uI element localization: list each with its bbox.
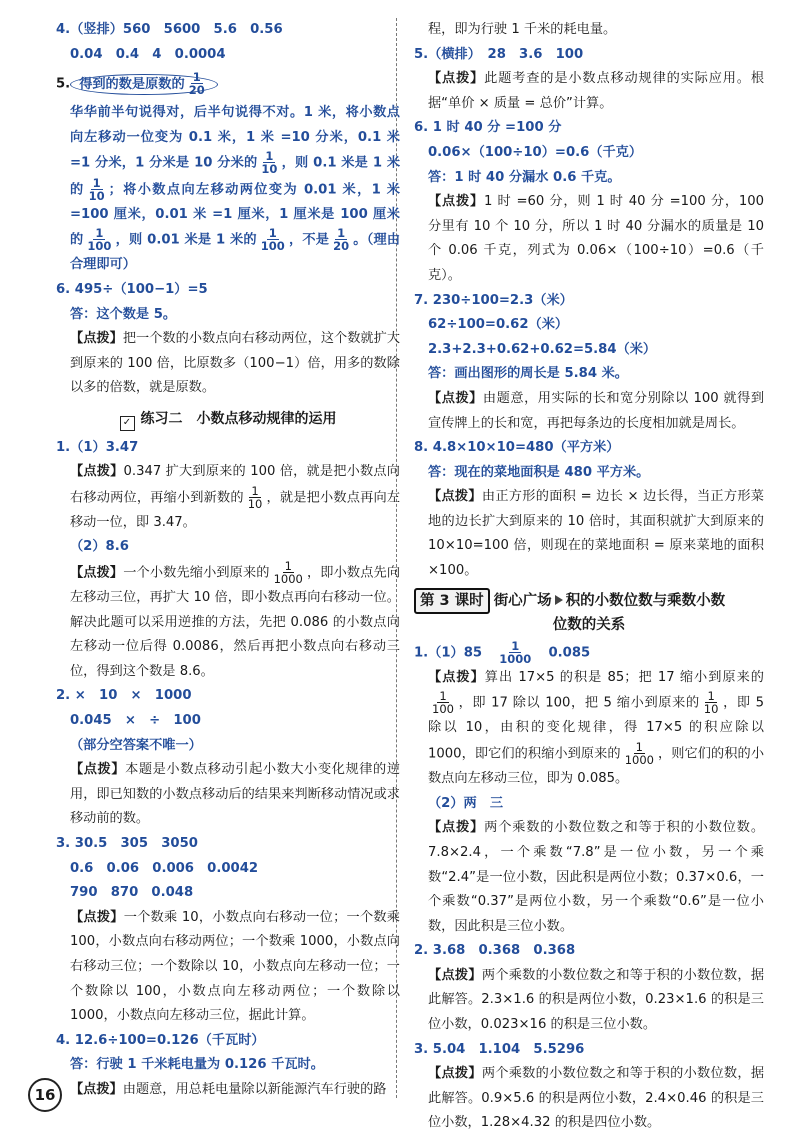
fraction: $\frac{1}{20}$ — [188, 70, 205, 98]
tip-4: 【点拨】由题意，用总耗电量除以新能源汽车行驶的路 — [70, 1081, 387, 1097]
lesson-tip-1-1: 【点拨】算出 17×5 的积是 85；把 17 缩小到原来的 $\frac{1}{100}$ ，即 17 除以 100，把 5 缩小到原来的 $\frac{1}{10}$ ，即 5 除以 10，由积的变化规律，得 17×5 的积应除以 1000，即它们的积缩小到原来的 $\frac{1}{1000}$ ，则它们的积的小数点向左移动三位，即为 0.085。 — [428, 669, 765, 787]
fraction: $\frac{1}{100}$ — [432, 689, 454, 717]
page-number: 16 — [28, 1078, 62, 1112]
lesson-ex-3: 3. 5.04 1.104 5.5296 — [414, 1041, 585, 1057]
lesson-title-line2: 位数的关系 — [552, 616, 626, 633]
fraction: $\frac{1}{20}$ — [333, 226, 350, 254]
fraction: $\frac{1}{1000}$ — [273, 558, 303, 586]
ex-1-2: （2）8.6 — [70, 539, 129, 555]
ex-6-line2: 0.06×（100÷10）=0.6（千克） — [428, 144, 643, 160]
lesson-ex-1-1: 1.（1）85 $\frac{1}{1000}$ 0.085 — [414, 638, 591, 666]
ex-8: 8. 4.8×10×10=480（平方米） — [414, 440, 620, 456]
answer-5: 5. 得到的数是原数的 $\frac{1}{20}$ — [56, 71, 400, 97]
ex-2-note: （部分空答案不唯一） — [70, 737, 202, 753]
checkbox-icon: ✓ — [120, 416, 135, 431]
lesson-ex-1-2: （2）两 三 — [428, 795, 504, 811]
ex-3-line2: 0.6 0.06 0.006 0.0042 — [70, 860, 259, 876]
ex-7-line2: 62÷100=0.62（米） — [428, 317, 569, 333]
ex-7-answer: 答：画出图形的周长是 5.84 米。 — [428, 366, 628, 382]
tip-7: 【点拨】由题意，用实际的长和宽分别除以 100 就得到宣传牌上的长和宽，再把每条边的长度相加就是周长。 — [428, 390, 765, 431]
tip-8: 【点拨】由正方形的面积 = 边长 × 边长得，当正方形菜地的边长扩大到原来的 10 倍时，其面积就扩大到原来的 10×10=100 倍，则现在的菜地面积 = 原来菜地的面积 ×100。 — [428, 489, 764, 579]
fraction: $\frac{1}{1000}$ — [499, 638, 532, 666]
ex-2-line2: 0.045 × ÷ 100 — [70, 713, 201, 729]
lesson-tip-1-2: 【点拨】两个乘数的小数位数之和等于积的小数位数。7.8×2.4，一个乘数“7.8”是一位小数，另一个乘数“2.4”是一位小数，因此积是两位小数；0.37×0.6，一个乘数“0.37”是两位小数，另一个乘数“0.6”是一位小数，因此积是三位小数。 — [428, 820, 765, 934]
ex-2: 2. × 10 × 1000 — [56, 688, 192, 704]
ex-3-line3: 790 870 0.048 — [70, 885, 194, 901]
ex-1-1: 1.（1）3.47 — [56, 439, 139, 455]
fraction: $\frac{1}{1000}$ — [624, 740, 654, 768]
fraction: $\frac{1}{10}$ — [703, 689, 719, 717]
tip-2: 【点拨】本题是小数点移动引起小数大小变化规律的逆用，即已知数的小数点移动后的结果来判断移动情况或求移动前的数。 — [70, 762, 401, 827]
triangle-icon — [555, 595, 563, 605]
lesson-ex-2: 2. 3.68 0.368 0.368 — [414, 943, 576, 959]
answer-4: 4.（竖排）560 5600 5.6 0.56 — [56, 22, 283, 37]
tip-3: 【点拨】一个数乘 10，小数点向右移动一位；一个数乘 100，小数点向右移动两位；一个数乘 1000，小数点向右移动三位；一个数除以 10，小数点向左移动一位；一个数除以 100，小数点向左移动两位；一个数除以 1000，小数点向左移动三位，据此计算。 — [70, 909, 400, 1024]
lesson-header: 第 3 课时 街心广场 积的小数位数与乘数小数 位数的关系 — [414, 588, 764, 636]
answer-6-result: 答：这个数是 5。 — [70, 306, 177, 322]
tip-6-right: 【点拨】1 时 =60 分，则 1 时 40 分 =100 分，100 分里有 10 个 10 分，所以 1 时 40 分漏水的质量是 10 个 0.06 千克，列式为 0.06×（100÷10）=0.6（千克）。 — [428, 194, 765, 283]
ex-6: 6. 1 时 40 分 =100 分 — [414, 120, 562, 136]
circled-answer: 得到的数是原数的 $\frac{1}{20}$ — [70, 74, 218, 95]
tip-1-1: 【点拨】0.347 扩大到原来的 100 倍，就是把小数点向右移动两位，再缩小到新数的 $\frac{1}{10}$ ，就是把小数点再向左移动一位，即 3.47。 — [70, 464, 401, 530]
tip-1-2: 【点拨】一个小数先缩小到原来的 $\frac{1}{1000}$ ，即小数点先向左移动三位，再扩大 10 倍，即小数点再向右移动一位。解决此题可以采用逆推的方法，先把 0.086 的小数点向左移动一位后得 0.0086，然后再把小数点向右移动三位，得到这个数是 8.6。 — [70, 558, 401, 679]
answer-6: 6. 495÷（100−1）=5 — [56, 281, 208, 297]
section-title: ✓ 练习二 小数点移动规律的运用 — [56, 407, 400, 432]
fraction: $\frac{1}{10}$ — [88, 175, 105, 203]
right-column — [414, 18, 764, 1136]
ex-8-answer: 答：现在的菜地面积是 480 平方米。 — [428, 464, 650, 480]
lesson-tip-2: 【点拨】两个乘数的小数位数之和等于积的小数位数，据此解答。2.3×1.6 的积是两位小数，0.23×1.6 的积是三位小数，0.023×16 的积是三位小数。 — [428, 967, 765, 1033]
lesson-tag: 第 3 课时 — [414, 588, 490, 614]
tip-4-continued: 程，即为行驶 1 千米的耗电量。 — [428, 22, 617, 37]
ex-6-answer: 答：1 时 40 分漏水 0.6 千克。 — [428, 169, 621, 185]
ex-5: 5.（横排） 28 3.6 100 — [414, 46, 584, 62]
fraction: $\frac{1}{10}$ — [261, 149, 278, 177]
ex-7-line3: 2.3+2.3+0.62+0.62=5.84（米） — [428, 341, 657, 357]
fraction: $\frac{1}{100}$ — [260, 226, 285, 254]
ex-4-answer: 答：行驶 1 千米耗电量为 0.126 千瓦时。 — [70, 1057, 324, 1073]
ex-4: 4. 12.6÷100=0.126（千瓦时） — [56, 1032, 265, 1048]
tip-6: 【点拨】把一个数的小数点向右移动两位，这个数就扩大到原来的 100 倍，比原数多（100−1）倍，用多的数除以多的倍数，就是原数。 — [70, 331, 401, 396]
answer-4-line2: 0.04 0.4 4 0.0004 — [70, 46, 226, 62]
lesson-tip-3: 【点拨】两个乘数的小数位数之和等于积的小数位数，据此解答。0.9×5.6 的积是两位小数，2.4×0.46 的积是三位小数，1.28×4.32 的积是四位小数。 — [428, 1066, 765, 1131]
tip-5: 【点拨】此题考查的是小数点移动规律的实际应用。根据“单价 × 质量 = 总价”计算。 — [428, 71, 765, 111]
ex-7: 7. 230÷100=2.3（米） — [414, 292, 573, 308]
fraction: $\frac{1}{10}$ — [247, 483, 263, 511]
answer-5-explanation: 华华前半句说得对，后半句说得不对。1 米，将小数点向左移动一位变为 0.1 米，1 米 =10 分米，0.1 米 =1 分米，1 分米是 10 分米的 $\frac{1}{10}$ ，则 0.1 米是 1 米的 $\frac{1}{10}$ ；将小数点向左移动两位变为 0.01 米，1 米 =100 厘米，0.01 米 =1 厘米，1 厘米是 100 厘米的 $\frac{1}{100}$ ，则 0.01 米是 1 米的 $\frac{1}{100}$ ，不是 $\frac{1}{20}$ 。（理由合理即可） — [70, 105, 401, 273]
fraction: $\frac{1}{100}$ — [87, 226, 112, 254]
ex-3: 3. 30.5 305 3050 — [56, 836, 198, 851]
left-column — [56, 18, 400, 1103]
